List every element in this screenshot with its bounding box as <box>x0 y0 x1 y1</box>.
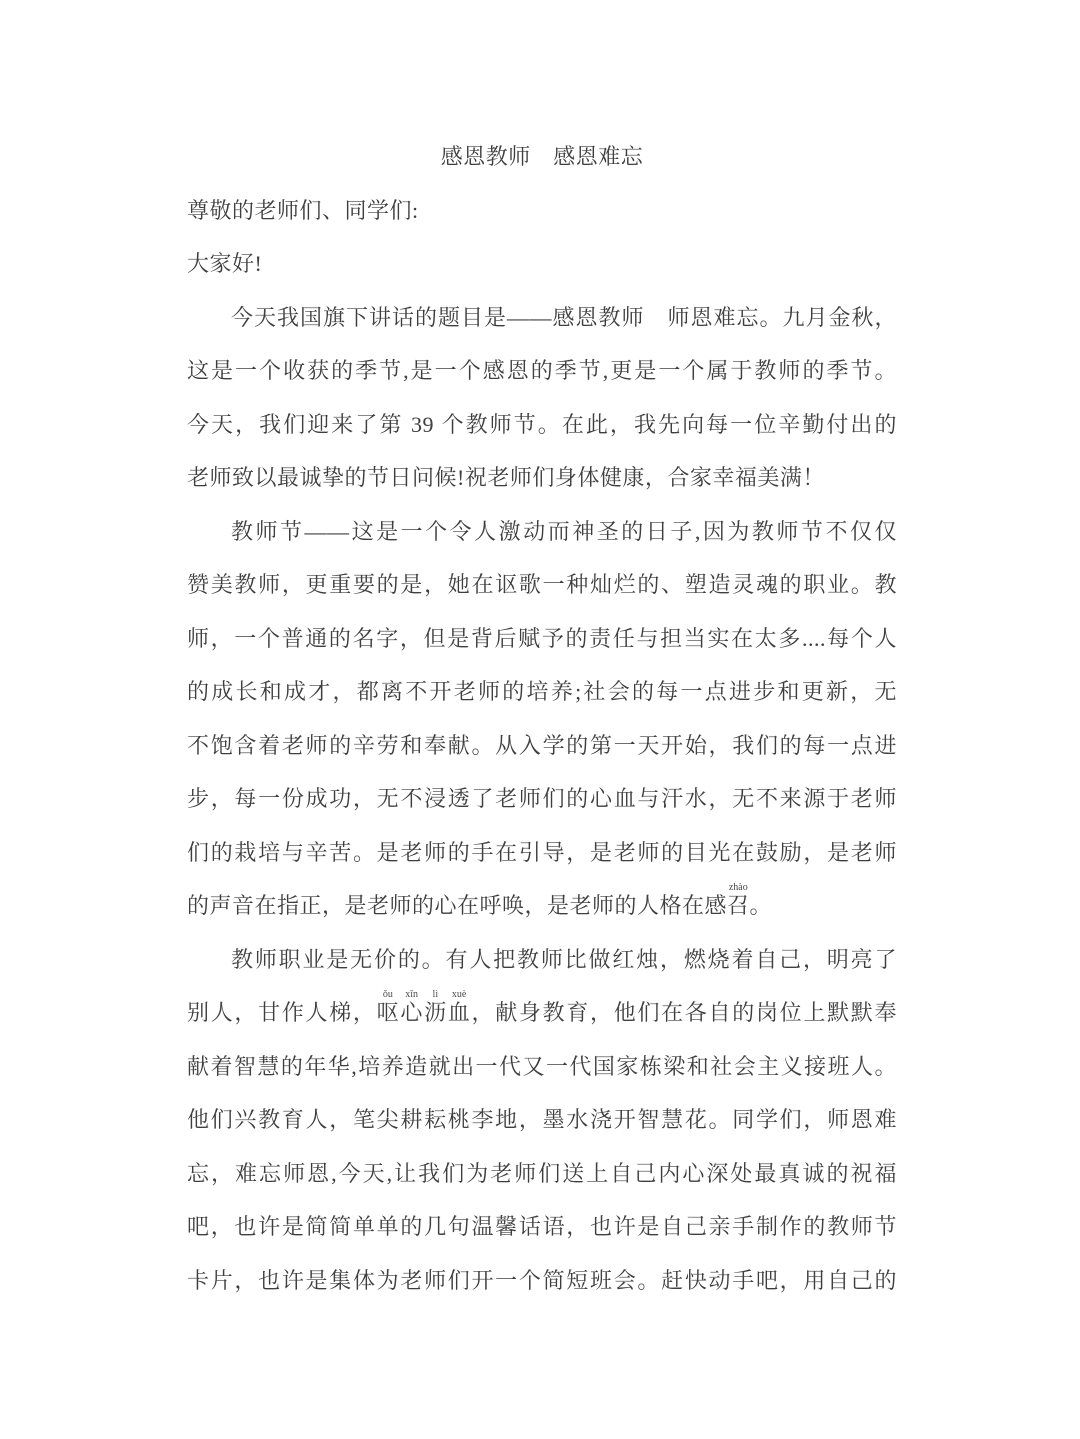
text-line: 吧，也许是简简单单的几句温馨话语，也许是自己亲手制作的教师节 <box>187 1214 897 1239</box>
pinyin-annotation: 沥lì <box>424 989 448 1025</box>
pinyin-annotation: 召zhào <box>727 882 750 918</box>
text-line: 献着智慧的年华,培养造就出一代又一代国家栋梁和社会主义接班人。 <box>187 1053 897 1079</box>
text-line: 大家好! <box>187 251 263 276</box>
text-line: 赞美教师，更重要的是，她在讴歌一种灿烂的、塑造灵魂的职业。教 <box>187 572 897 597</box>
pinyin-annotation: 呕ǒu <box>376 989 401 1025</box>
text-line: 们的栽培与辛苦。是老师的手在引导，是老师的目光在鼓励，是老师 <box>187 839 897 865</box>
document-content <box>187 130 897 1307</box>
text-line: 师，一个普通的名字，但是背后赋予的责任与担当实在太多....每个人 <box>187 625 897 651</box>
text-line: 不饱含着老师的辛劳和奉献。从入学的第一天开始，我们的每一点进 <box>187 732 897 758</box>
text-line: 的成长和成才，都离不开老师的培养;社会的每一点进步和更新，无 <box>187 679 897 704</box>
pinyin-annotation: 血xuè <box>447 989 472 1025</box>
text-line: 步，每一份成功，无不浸透了老师们的心血与汗水，无不来源于老师 <box>187 786 897 811</box>
pinyin-annotation: 心xīn <box>400 989 425 1025</box>
text-line: 老师致以最诚挚的节日问候!祝老师们身体健康，合家幸福美满！ <box>187 465 825 490</box>
text-line: 教师职业是无价的。有人把教师比做红烛，燃烧着自己，明亮了 <box>231 946 897 972</box>
document-body <box>187 184 897 1308</box>
text-line: 今天我国旗下讲话的题目是——感恩教师 师恩难忘。九月金秋， <box>231 304 897 330</box>
text-line: 教师节——这是一个令人激动而神圣的日子,因为教师节不仅仅 <box>231 518 897 544</box>
text-line: 卡片，也许是集体为老师们开一个简短班会。赶快动手吧，用自己的 <box>187 1267 897 1293</box>
text-line: 尊敬的老师们、同学们: <box>187 197 419 223</box>
text-line: 今天，我们迎来了第 39 个教师节。在此，我先向每一位辛勤付出的 <box>187 411 897 437</box>
text-line: 这是一个收获的季节,是一个感恩的季节,更是一个属于教师的季节。 <box>187 358 897 383</box>
text-line: 他们兴教育人，笔尖耕耘桃李地，墨水浇开智慧花。同学们，师恩难 <box>187 1107 897 1132</box>
document-title: 感恩教师 感恩难忘 <box>440 144 644 169</box>
text-line: 的声音在指正，是老师的心在呼唤，是老师的人格在感召zhào。 <box>187 882 773 918</box>
text-line: 别人，甘作人梯，呕ǒu心xīn沥lì血xuè，献身教育，他们在各自的岗位上默默奉 <box>187 989 897 1025</box>
text-line: 忘，难忘师恩,今天,让我们为老师们送上自己内心深处最真诚的祝福 <box>187 1160 897 1186</box>
